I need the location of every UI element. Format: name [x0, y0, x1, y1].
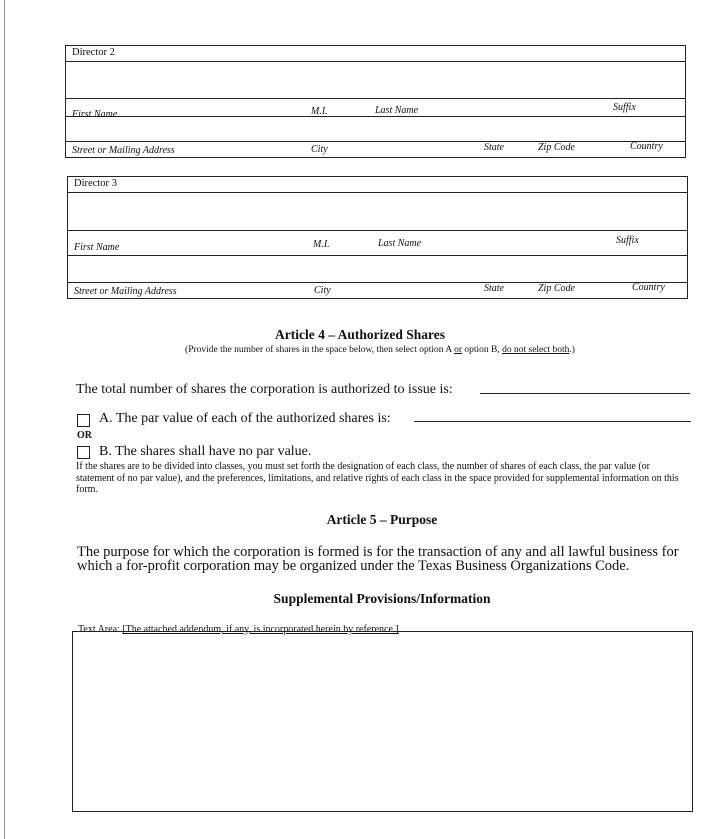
option-a-checkbox[interactable] — [77, 414, 90, 427]
director-2-section — [65, 45, 686, 158]
mi-label: M.I. — [311, 106, 328, 117]
last-name-label: Last Name — [378, 238, 422, 249]
director-3-header: Director 3 — [68, 177, 687, 193]
page-edge — [4, 0, 5, 839]
article-5-title: Article 5 – Purpose — [326, 512, 438, 527]
suffix-label: Suffix — [613, 102, 636, 113]
country-label: Country — [630, 141, 663, 152]
state-label: State — [484, 142, 504, 153]
director-3-address-row[interactable] — [68, 282, 687, 298]
country-label: Country — [632, 282, 665, 293]
option-b-label: B. The shares shall have no par value. — [99, 444, 312, 459]
classes-note: If the shares are to be divided into classes, you must set forth the designation of each class, the number of shares of each class, the par value (or statement of no par value), and the preferences, limitations, and relative rights of each class in the space provided for supplemental information on this form. — [76, 461, 679, 495]
suffix-label: Suffix — [616, 235, 639, 246]
par-value-input[interactable] — [414, 421, 691, 422]
director-3-name-row[interactable] — [68, 230, 687, 256]
mi-label: M.I. — [313, 239, 330, 250]
or-label: OR — [77, 430, 92, 441]
option-b-checkbox[interactable] — [77, 446, 90, 459]
total-shares-label: The total number of shares the corporation is authorized to issue is: — [76, 382, 453, 397]
state-label: State — [484, 283, 504, 294]
street-label: Street or Mailing Address — [72, 145, 175, 156]
zip-label: Zip Code — [538, 283, 575, 294]
last-name-label: Last Name — [375, 105, 419, 116]
total-shares-input[interactable] — [480, 393, 690, 394]
supplemental-text-area[interactable] — [72, 631, 693, 812]
purpose-text: The purpose for which the corporation is formed is for the transaction of any and all lawful business for which a for-profit corporation may be organized under the Texas Business Organizations Code. — [77, 544, 679, 574]
article-4-title: Article 4 – Authorized Shares — [275, 327, 445, 342]
director-2-address-row[interactable] — [66, 141, 685, 157]
supplemental-title: Supplemental Provisions/Information — [273, 591, 491, 606]
text-area-label: Text Area: [The attached addendum, if any, is incorporated herein by reference.] — [78, 624, 399, 635]
article-4-instruction: (Provide the number of shares in the space below, then select option A or option B, do not select both.) — [185, 345, 575, 355]
director-2-name-row[interactable] — [66, 98, 685, 120]
city-label: City — [314, 285, 331, 296]
first-name-label: First Name — [72, 109, 118, 120]
director-2-header: Director 2 — [66, 46, 685, 62]
option-a-label: A. The par value of each of the authorized shares is: — [99, 411, 391, 426]
street-label: Street or Mailing Address — [74, 286, 177, 297]
zip-label: Zip Code — [538, 142, 575, 153]
director-3-section — [67, 176, 688, 299]
city-label: City — [311, 144, 328, 155]
first-name-label: First Name — [74, 242, 120, 253]
